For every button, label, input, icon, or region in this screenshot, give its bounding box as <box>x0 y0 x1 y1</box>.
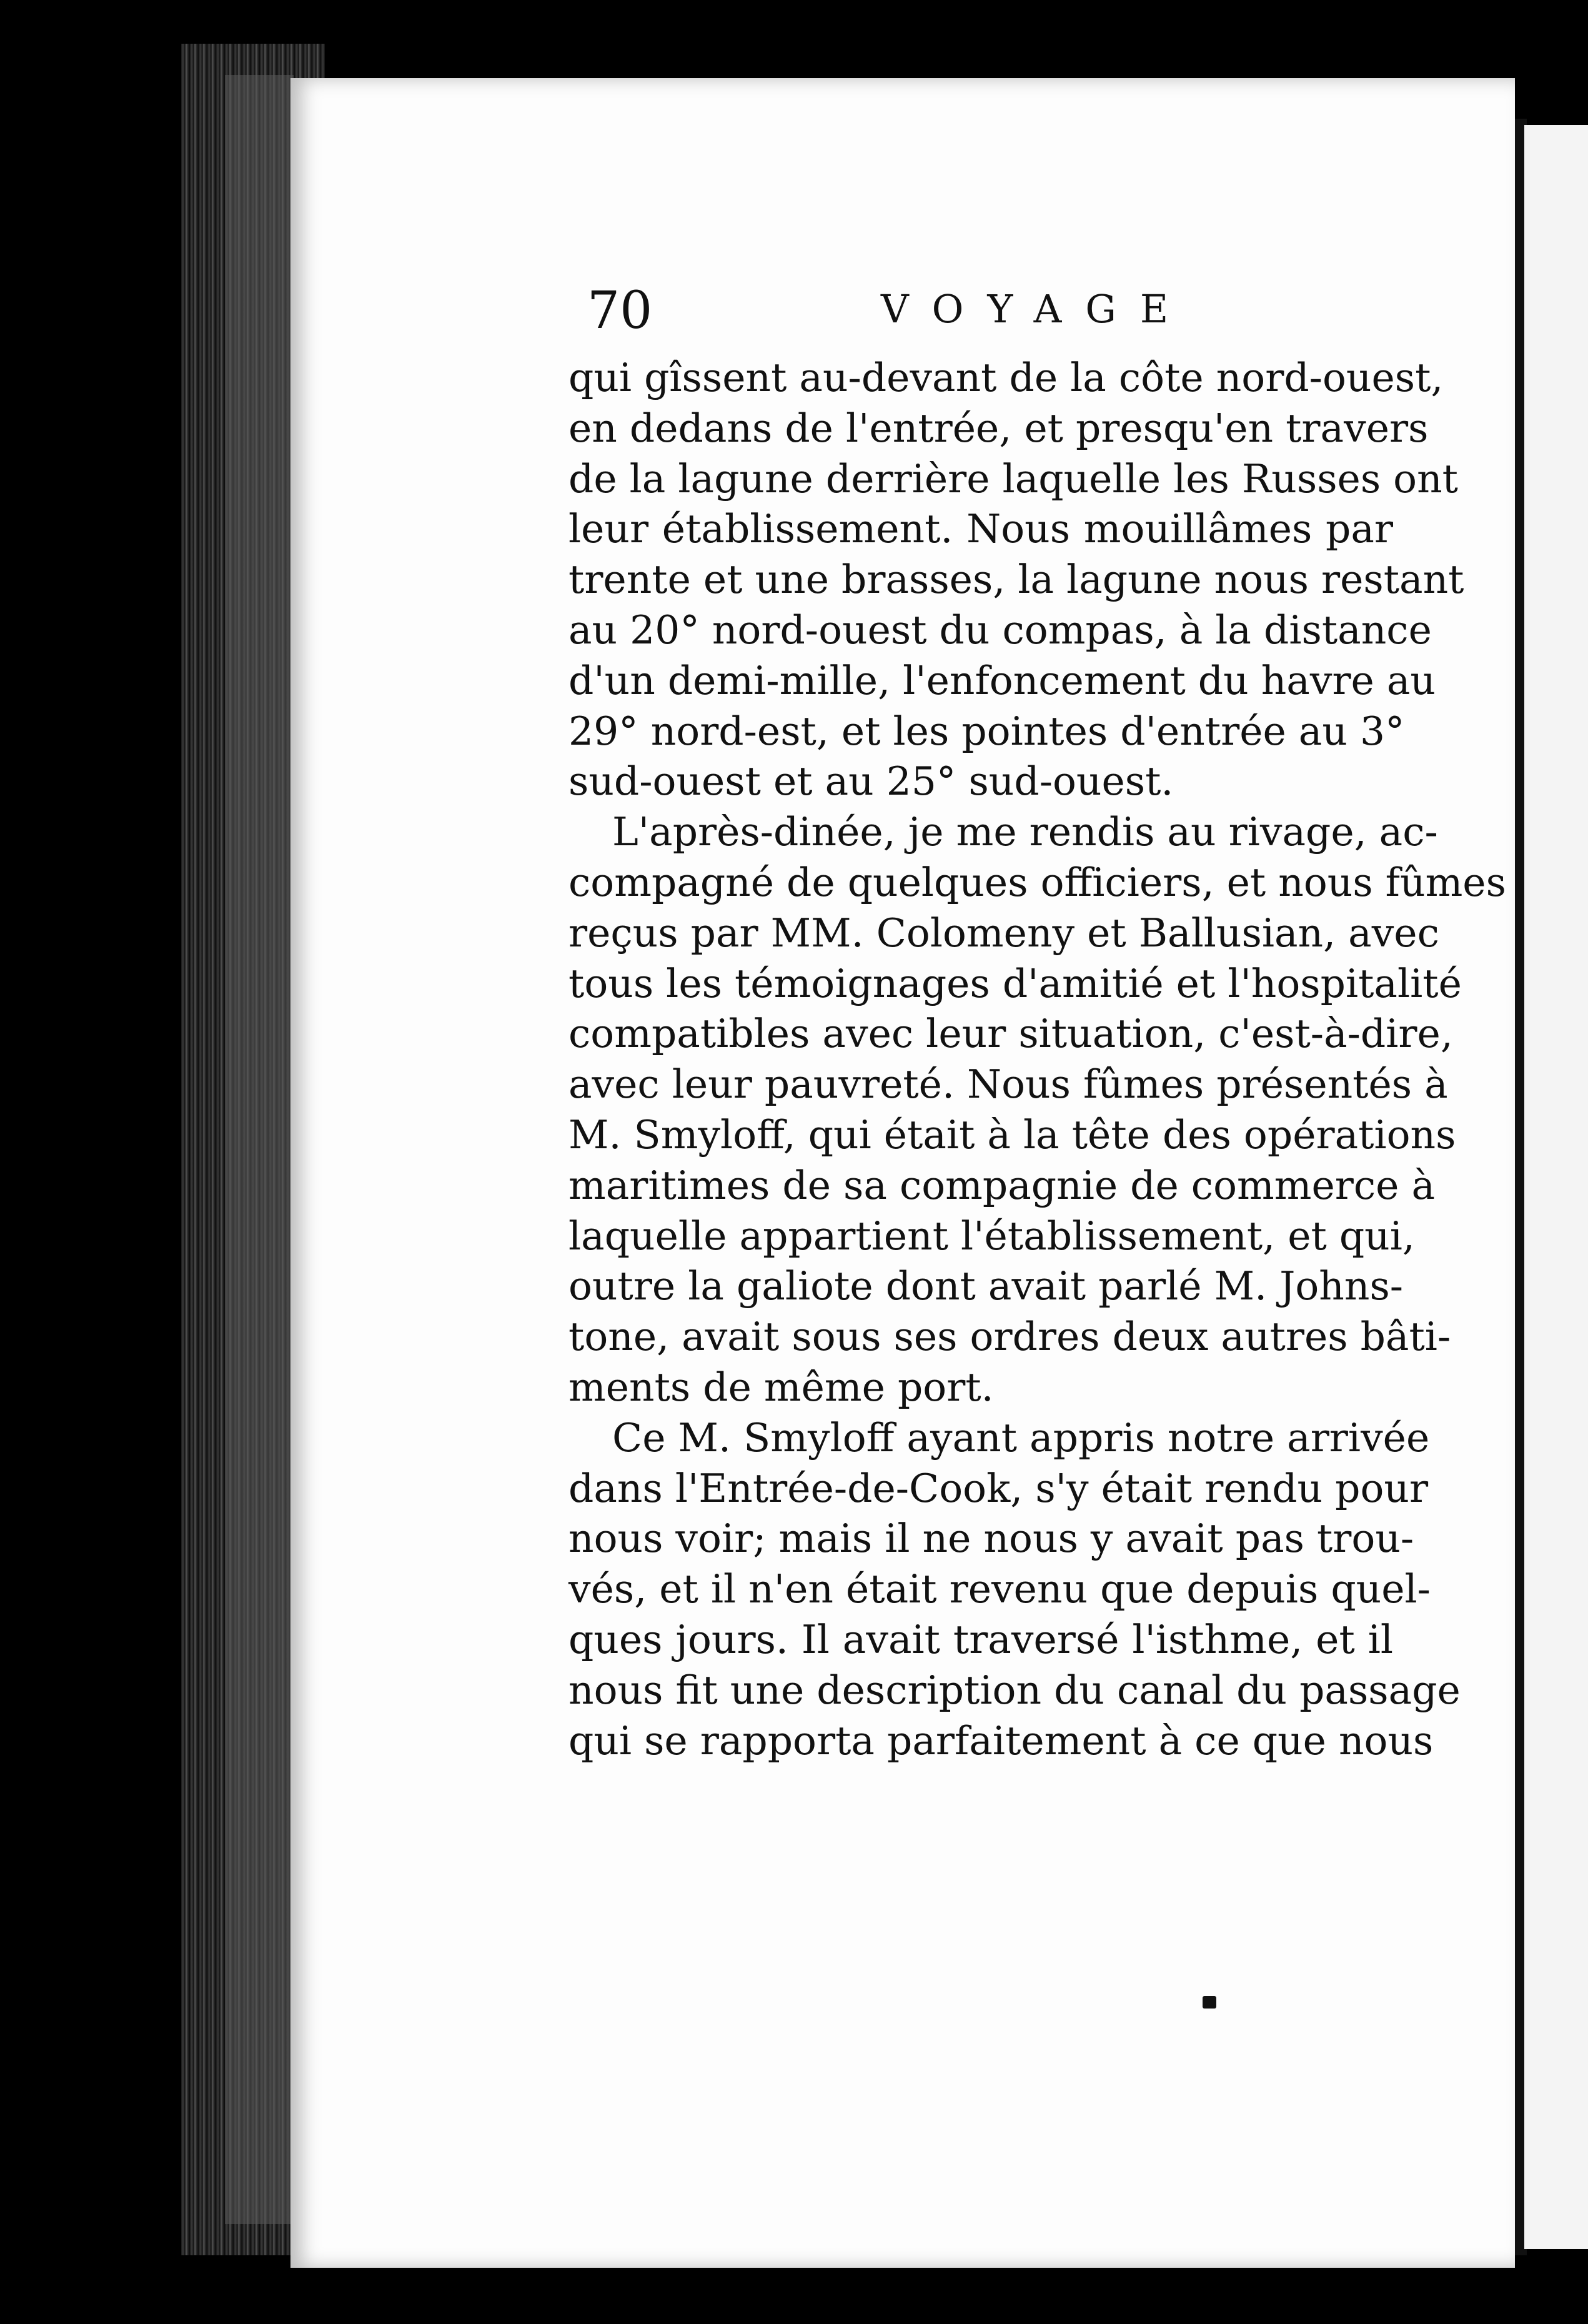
text-line: laquelle appartient l'établissement, et qui, <box>568 1213 1415 1259</box>
text-line: tone, avait sous ses ordres deux autres bâti- <box>568 1314 1451 1360</box>
text-line: tous les témoignages d'amitié et l'hospitalité <box>568 960 1462 1006</box>
text-line: au 20° nord-ouest du compas, à la distance <box>568 607 1432 653</box>
text-line: ques jours. Il avait traversé l'isthme, et il <box>568 1616 1393 1662</box>
text-line: sud-ouest et au 25° sud-ouest. <box>568 758 1174 805</box>
text-line: Ce M. Smyloff ayant appris notre arrivée <box>612 1414 1430 1461</box>
text-line: reçus par MM. Colomeny et Ballusian, avec <box>568 910 1439 956</box>
text-line: L'après-dinée, je me rendis au rivage, ac- <box>612 809 1438 855</box>
text-line: dans l'Entrée-de-Cook, s'y était rendu pour <box>568 1465 1429 1511</box>
text-line: maritimes de sa compagnie de commerce à <box>568 1162 1436 1208</box>
binding-shadow <box>225 75 294 2224</box>
text-line: d'un demi-mille, l'enfoncement du havre au <box>568 657 1436 703</box>
text-line: M. Smyloff, qui était à la tête des opérations <box>568 1111 1456 1158</box>
text-line: nous voir; mais il ne nous y avait pas trou- <box>568 1516 1414 1562</box>
running-title: VOYAGE <box>881 286 1193 332</box>
text-line: 29° nord-est, et les pointes d'entrée au 3° <box>568 708 1405 754</box>
text-line: ments de même port. <box>568 1364 994 1410</box>
facing-page-edge <box>1524 125 1588 2249</box>
text-line: compagné de quelques officiers, et nous fûmes <box>568 859 1506 905</box>
text-line: vés, et il n'en était revenu que depuis quel- <box>568 1566 1431 1612</box>
text-line: outre la galiote dont avait parlé M. Johns- <box>568 1263 1404 1309</box>
page-number: 70 <box>587 281 653 340</box>
printer-mark-icon <box>1203 1996 1216 2009</box>
text-line: en dedans de l'entrée, et presqu'en travers <box>568 405 1429 451</box>
text-line: leur établissement. Nous mouillâmes par <box>568 506 1393 552</box>
text-line: compatibles avec leur situation, c'est-à-dire, <box>568 1011 1453 1057</box>
text-line: de la lagune derrière laquelle les Russes ont <box>568 455 1458 502</box>
text-line: nous fit une description du canal du passage <box>568 1667 1461 1713</box>
text-line: qui gîssent au-devant de la côte nord-ouest, <box>568 355 1444 400</box>
text-line: trente et une brasses, la lagune nous restant <box>568 557 1464 603</box>
text-line: avec leur pauvreté. Nous fûmes présentés à <box>568 1061 1448 1108</box>
body-text <box>568 353 1506 1766</box>
text-line: qui se rapporta parfaitement à ce que nous <box>568 1717 1434 1764</box>
page-header <box>587 281 1399 350</box>
